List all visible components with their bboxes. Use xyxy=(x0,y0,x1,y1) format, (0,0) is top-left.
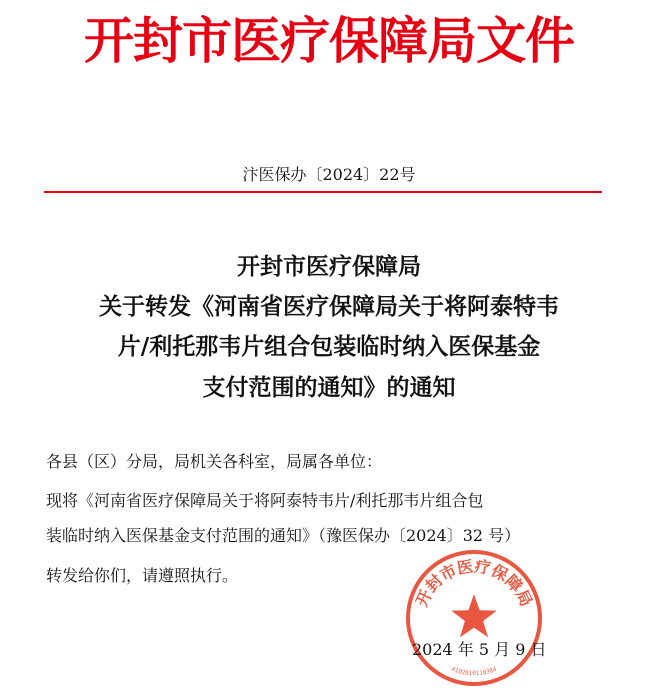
body-line-3: 转发给你们，请遵照执行。 xyxy=(46,566,239,585)
document-number: 汴医保办〔2024〕22号 xyxy=(242,165,416,184)
seal-arc-text: 开封市医疗保障局 xyxy=(411,556,537,610)
title-line-4: 支付范围的通知》的通知 xyxy=(202,375,456,401)
addressee: 各县（区）分局，局机关各科室，局属各单位： xyxy=(46,452,383,471)
svg-text:4102010110384 xyxy=(450,666,498,678)
header-divider xyxy=(44,191,602,193)
title-line-1: 开封市医疗保障局 xyxy=(237,254,421,280)
official-seal-stamp xyxy=(404,548,544,688)
seal-star-icon xyxy=(451,594,497,637)
title-line-2: 关于转发《河南省医疗保障局关于将阿泰特韦 xyxy=(99,294,559,320)
seal-code: 4102010110384 xyxy=(450,665,498,678)
body-line-2: 装临时纳入医保基金支付范围的通知》（豫医保办〔2024〕32 号） xyxy=(46,526,521,545)
title-line-3: 片/利托那韦片组合包装临时纳入医保基金 xyxy=(117,334,541,360)
body-line-1: 现将《河南省医疗保障局关于将阿泰特韦片/利托那韦片组合包 xyxy=(46,491,484,510)
signature-date: 2024 年 5 月 9 日 xyxy=(412,640,547,659)
document-header-title: 开封市医疗保障局文件 xyxy=(84,12,574,70)
